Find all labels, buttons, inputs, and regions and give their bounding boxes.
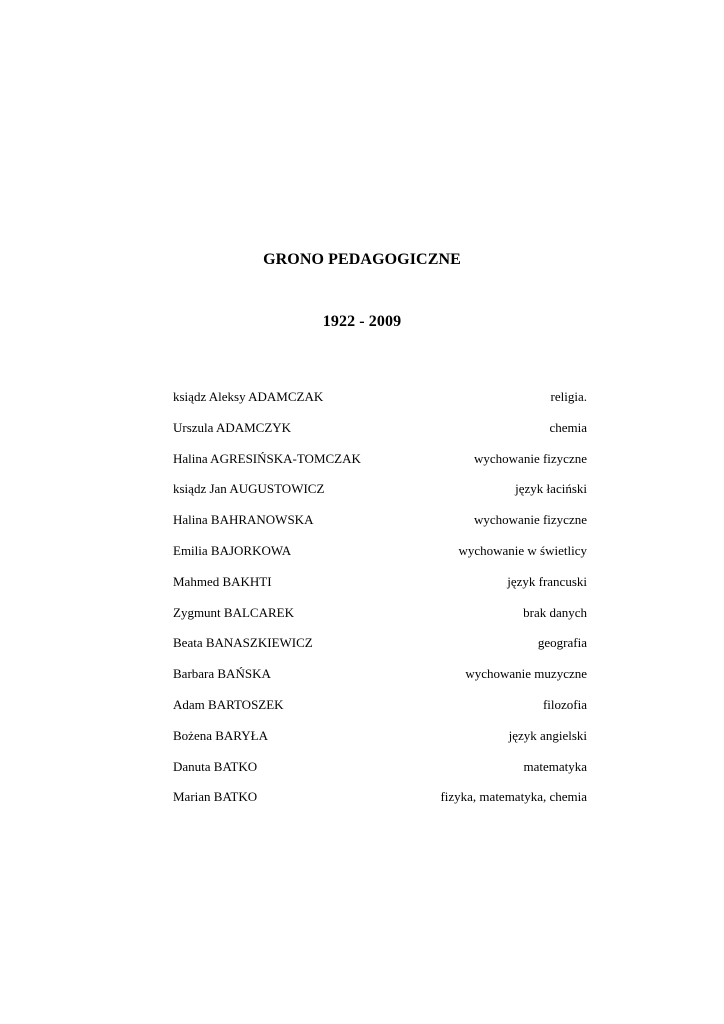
list-item — [173, 605, 587, 636]
staff-name: Marian BATKO — [173, 789, 258, 805]
list-item — [173, 512, 587, 543]
staff-subject: język łaciński — [515, 481, 587, 497]
staff-subject: język angielski — [508, 727, 587, 743]
list-item — [173, 389, 587, 420]
staff-name: Mahmed BAKHTI — [173, 573, 272, 589]
list-item — [173, 759, 587, 790]
staff-subject: religia. — [550, 389, 587, 404]
staff-subject: fizyka, matematyka, chemia — [440, 789, 587, 805]
staff-subject: wychowanie w świetlicy — [458, 542, 587, 558]
staff-name: ksiądz Aleksy ADAMCZAK — [173, 389, 324, 404]
page-title: GRONO PEDAGOGICZNE — [263, 251, 461, 268]
staff-name: Emilia BAJORKOWA — [173, 542, 292, 558]
list-item — [173, 635, 587, 666]
staff-subject: wychowanie fizyczne — [474, 512, 587, 528]
staff-name: ksiądz Jan AUGUSTOWICZ — [173, 481, 325, 497]
staff-name: Danuta BATKO — [173, 758, 258, 774]
list-item — [173, 574, 587, 605]
year-range: 1922 - 2009 — [322, 313, 402, 330]
staff-name: Zygmunt BALCAREK — [173, 604, 294, 620]
staff-name: Bożena BARYŁA — [173, 727, 268, 743]
staff-subject: wychowanie muzyczne — [465, 666, 587, 682]
staff-subject: matematyka — [523, 758, 587, 774]
staff-subject: język francuski — [507, 573, 587, 589]
staff-name: Urszula ADAMCZYK — [173, 419, 292, 435]
staff-subject: brak danych — [523, 604, 587, 620]
list-item — [173, 728, 587, 759]
staff-name: Halina AGRESIŃSKA-TOMCZAK — [173, 450, 361, 466]
list-item — [173, 420, 587, 451]
staff-subject: filozofia — [542, 696, 587, 712]
staff-subject: chemia — [549, 419, 587, 435]
staff-name: Halina BAHRANOWSKA — [173, 512, 314, 528]
list-item — [173, 451, 587, 482]
staff-list — [173, 389, 587, 820]
list-item — [173, 697, 587, 728]
list-item — [173, 789, 587, 820]
list-item — [173, 543, 587, 574]
staff-name: Beata BANASZKIEWICZ — [173, 635, 313, 651]
list-item — [173, 481, 587, 512]
staff-name: Barbara BAŃSKA — [173, 666, 271, 682]
staff-name: Adam BARTOSZEK — [173, 696, 284, 712]
staff-subject: wychowanie fizyczne — [474, 450, 587, 466]
staff-subject: geografia — [537, 635, 587, 651]
list-item — [173, 666, 587, 697]
